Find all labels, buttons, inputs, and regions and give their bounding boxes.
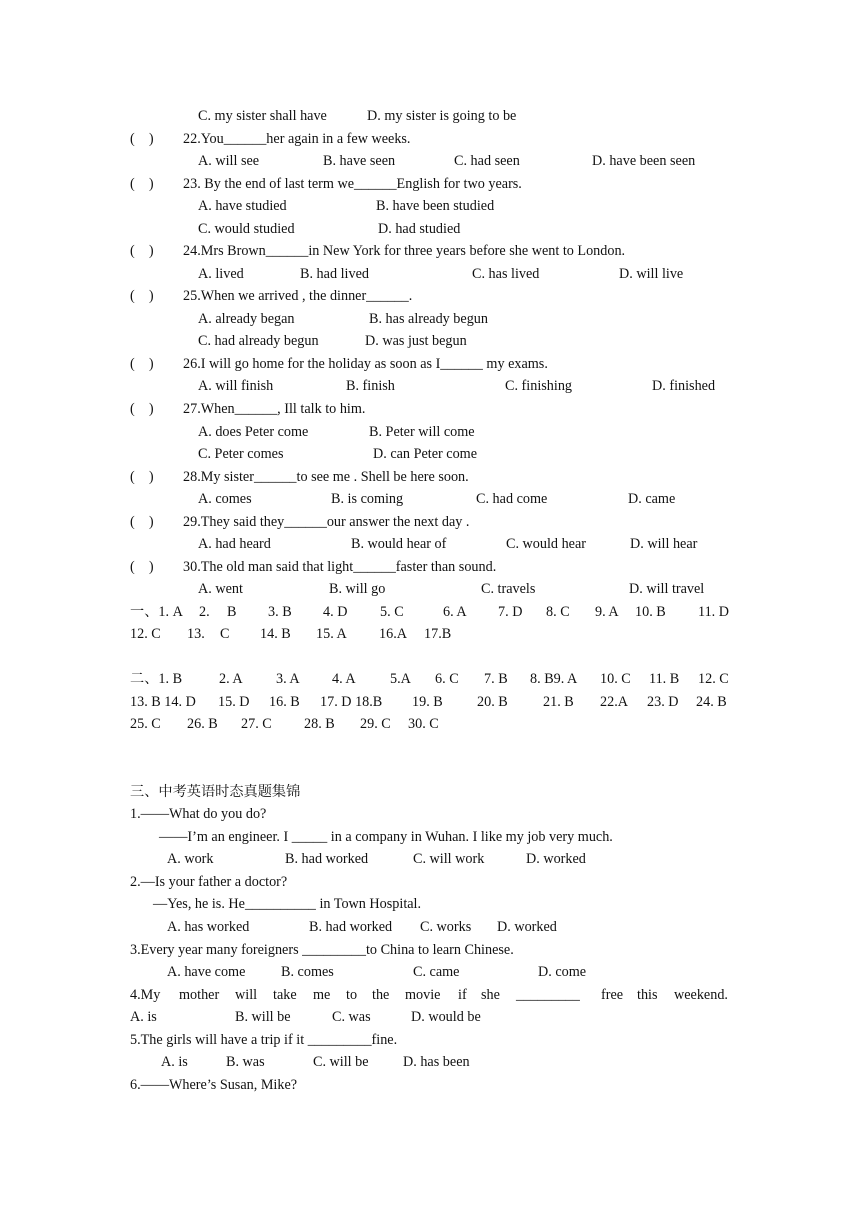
option-c: C. would studied: [198, 221, 295, 237]
q21-option-d: D. my sister is going to be: [367, 108, 517, 124]
question-word: she: [481, 987, 500, 1003]
answer-key-item: 7. D: [498, 604, 523, 620]
question-word: if: [458, 987, 467, 1003]
answer-key-item: 二、1. B: [130, 671, 183, 687]
answer-key-item: 16.A: [379, 626, 407, 642]
answer-bracket[interactable]: ( ): [130, 176, 154, 192]
option-b: B. will be: [235, 1009, 291, 1025]
option-c: C. will work: [413, 851, 485, 867]
question-word: take: [273, 987, 297, 1003]
option-d: D. will live: [619, 266, 684, 282]
option-d: D. had studied: [378, 221, 461, 237]
option-b: B. had worked: [285, 851, 369, 867]
option-c: C. finishing: [505, 378, 573, 394]
answer-key-item: 6. C: [435, 671, 459, 687]
answer-key-item: 16. B: [269, 694, 300, 710]
answer-key-item: C: [220, 626, 230, 642]
option-a: A. is: [130, 1009, 157, 1025]
option-b: B. has already begun: [369, 311, 488, 327]
option-a: A. does Peter come: [198, 424, 309, 440]
answer-bracket[interactable]: ( ): [130, 243, 154, 259]
option-a: A. have studied: [198, 198, 287, 214]
option-c: C. had already begun: [198, 333, 319, 349]
answer-key-item: 20. B: [477, 694, 508, 710]
answer-key-item: 11. B: [649, 671, 680, 687]
answer-bracket[interactable]: ( ): [130, 401, 154, 417]
question-stem: 24.Mrs Brown______in New York for three years before she went to London.: [183, 243, 626, 259]
question-word: free: [601, 987, 624, 1003]
option-b: B. had lived: [300, 266, 369, 282]
answer-key-item: 27. C: [241, 716, 272, 732]
question-stem: 5.The girls will have a trip if it _________fine.: [130, 1032, 398, 1048]
option-c: C. travels: [481, 581, 536, 597]
answer-key-item: 28. B: [304, 716, 335, 732]
option-a: A. comes: [198, 491, 252, 507]
answer-bracket[interactable]: ( ): [130, 131, 154, 147]
answer-key-item: 15. A: [316, 626, 347, 642]
question-stem: 2.—Is your father a doctor?: [130, 874, 288, 890]
option-a: A. is: [161, 1054, 188, 1070]
option-d: D. finished: [652, 378, 716, 394]
dialogue-reply: ——I’m an engineer. I _____ in a company in Wuhan. I like my job very much.: [159, 829, 613, 845]
option-b: B. comes: [281, 964, 334, 980]
answer-key-item: 14. B: [260, 626, 291, 642]
option-c: C. had come: [476, 491, 548, 507]
answer-bracket[interactable]: ( ): [130, 514, 154, 530]
answer-key-item: 25. C: [130, 716, 161, 732]
option-d: D. will travel: [629, 581, 705, 597]
option-d: D. worked: [526, 851, 586, 867]
option-a: A. have come: [167, 964, 246, 980]
answer-key-item: 10. B: [635, 604, 666, 620]
option-d: D. would be: [411, 1009, 481, 1025]
answer-key-item: 4. A: [332, 671, 356, 687]
option-b: B. was: [226, 1054, 265, 1070]
answer-key-item: 30. C: [408, 716, 439, 732]
answer-key-item: 9. A: [595, 604, 619, 620]
answer-key-item: 15. D: [218, 694, 250, 710]
question-stem: 1.——What do you do?: [130, 806, 267, 822]
answer-key-item: 29. C: [360, 716, 391, 732]
option-c: C. was: [332, 1009, 371, 1025]
answer-key-item: 10. C: [600, 671, 631, 687]
option-c: C. Peter comes: [198, 446, 284, 462]
option-d: D. can Peter come: [373, 446, 477, 462]
question-stem: 3.Every year many foreigners _________to China to learn Chinese.: [130, 942, 514, 958]
answer-key-item: 13.: [187, 626, 205, 642]
answer-key-item: 24. B: [696, 694, 727, 710]
option-d: D. came: [628, 491, 676, 507]
answer-key-item: 2. A: [219, 671, 243, 687]
q21-option-c: C. my sister shall have: [198, 108, 327, 124]
answer-key-item: 2.: [199, 604, 210, 620]
answer-key-item: 21. B: [543, 694, 574, 710]
option-d: D. have been seen: [592, 153, 696, 169]
question-stem: 28.My sister______to see me . Shell be here soon.: [183, 469, 469, 485]
question-word: 4.My: [130, 987, 161, 1003]
question-word: to: [346, 987, 358, 1003]
option-a: A. has worked: [167, 919, 250, 935]
option-c: C. will be: [313, 1054, 369, 1070]
option-b: B. finish: [346, 378, 395, 394]
option-a: A. work: [167, 851, 214, 867]
answer-bracket[interactable]: ( ): [130, 288, 154, 304]
answer-bracket[interactable]: ( ): [130, 559, 154, 575]
option-b: B. is coming: [331, 491, 404, 507]
answer-key-item: 11. D: [698, 604, 730, 620]
option-c: C. came: [413, 964, 460, 980]
option-d: D. come: [538, 964, 587, 980]
option-a: A. will see: [198, 153, 260, 169]
answer-key-item: 5. C: [380, 604, 404, 620]
question-stem: 30.The old man said that light______faster than sound.: [183, 559, 497, 575]
answer-key-item: 19. B: [412, 694, 443, 710]
answer-key-item: 26. B: [187, 716, 218, 732]
option-b: B. will go: [329, 581, 386, 597]
answer-key-item: 12. C: [130, 626, 161, 642]
question-word: will: [235, 987, 258, 1003]
option-b: B. would hear of: [351, 536, 447, 552]
section-heading: 三、中考英语时态真题集锦: [130, 784, 301, 800]
option-d: D. has been: [403, 1054, 470, 1070]
option-d: D. was just begun: [365, 333, 467, 349]
answer-key-item: 23. D: [647, 694, 679, 710]
question-stem: 6.——Where’s Susan, Mike?: [130, 1077, 298, 1093]
option-a: A. will finish: [198, 378, 274, 394]
question-stem: 26.I will go home for the holiday as soon as I______ my exams.: [183, 356, 548, 372]
option-d: D. will hear: [630, 536, 698, 552]
answer-key-item: 22.A: [600, 694, 628, 710]
option-a: A. already began: [198, 311, 295, 327]
answer-key-item: 8. C: [546, 604, 570, 620]
answer-key-item: B: [227, 604, 237, 620]
question-word: mother: [179, 987, 220, 1003]
question-word: the: [372, 987, 390, 1003]
answer-key-item: 5.A: [390, 671, 411, 687]
option-b: B. had worked: [309, 919, 393, 935]
answer-key-item: 3. A: [276, 671, 300, 687]
answer-key-item: 4. D: [323, 604, 348, 620]
answer-bracket[interactable]: ( ): [130, 469, 154, 485]
answer-key-item: 7. B: [484, 671, 508, 687]
question-stem: 22.You______her again in a few weeks.: [183, 131, 411, 147]
answer-key-item: 6. A: [443, 604, 467, 620]
question-stem: 29.They said they______our answer the next day .: [183, 514, 470, 530]
answer-key-item: 一、1. A: [130, 604, 183, 620]
option-c: C. had seen: [454, 153, 520, 169]
question-word: movie: [405, 987, 441, 1003]
option-b: B. Peter will come: [369, 424, 475, 440]
question-word: this: [637, 987, 658, 1003]
option-c: C. would hear: [506, 536, 586, 552]
question-stem: 25.When we arrived , the dinner______.: [183, 288, 413, 304]
option-c: C. works: [420, 919, 472, 935]
option-a: A. went: [198, 581, 243, 597]
option-c: C. has lived: [472, 266, 540, 282]
answer-key-item: 17. D 18.B: [320, 694, 383, 710]
answer-key-item: 3. B: [268, 604, 292, 620]
option-b: B. have been studied: [376, 198, 495, 214]
question-blank: _________: [516, 987, 580, 1003]
option-b: B. have seen: [323, 153, 396, 169]
question-stem: 23. By the end of last term we______English for two years.: [183, 176, 522, 192]
option-a: A. lived: [198, 266, 244, 282]
answer-key-item: 17.B: [424, 626, 452, 642]
answer-key-item: 8. B9. A: [530, 671, 578, 687]
question-stem: 27.When______, Ill talk to him.: [183, 401, 366, 417]
option-a: A. had heard: [198, 536, 271, 552]
answer-key-item: 12. C: [698, 671, 729, 687]
question-word: weekend.: [674, 987, 728, 1003]
question-word: me: [313, 987, 331, 1003]
option-d: D. worked: [497, 919, 557, 935]
dialogue-reply: —Yes, he is. He__________ in Town Hospital.: [153, 896, 422, 912]
answer-key-item: 13. B 14. D: [130, 694, 196, 710]
answer-bracket[interactable]: ( ): [130, 356, 154, 372]
